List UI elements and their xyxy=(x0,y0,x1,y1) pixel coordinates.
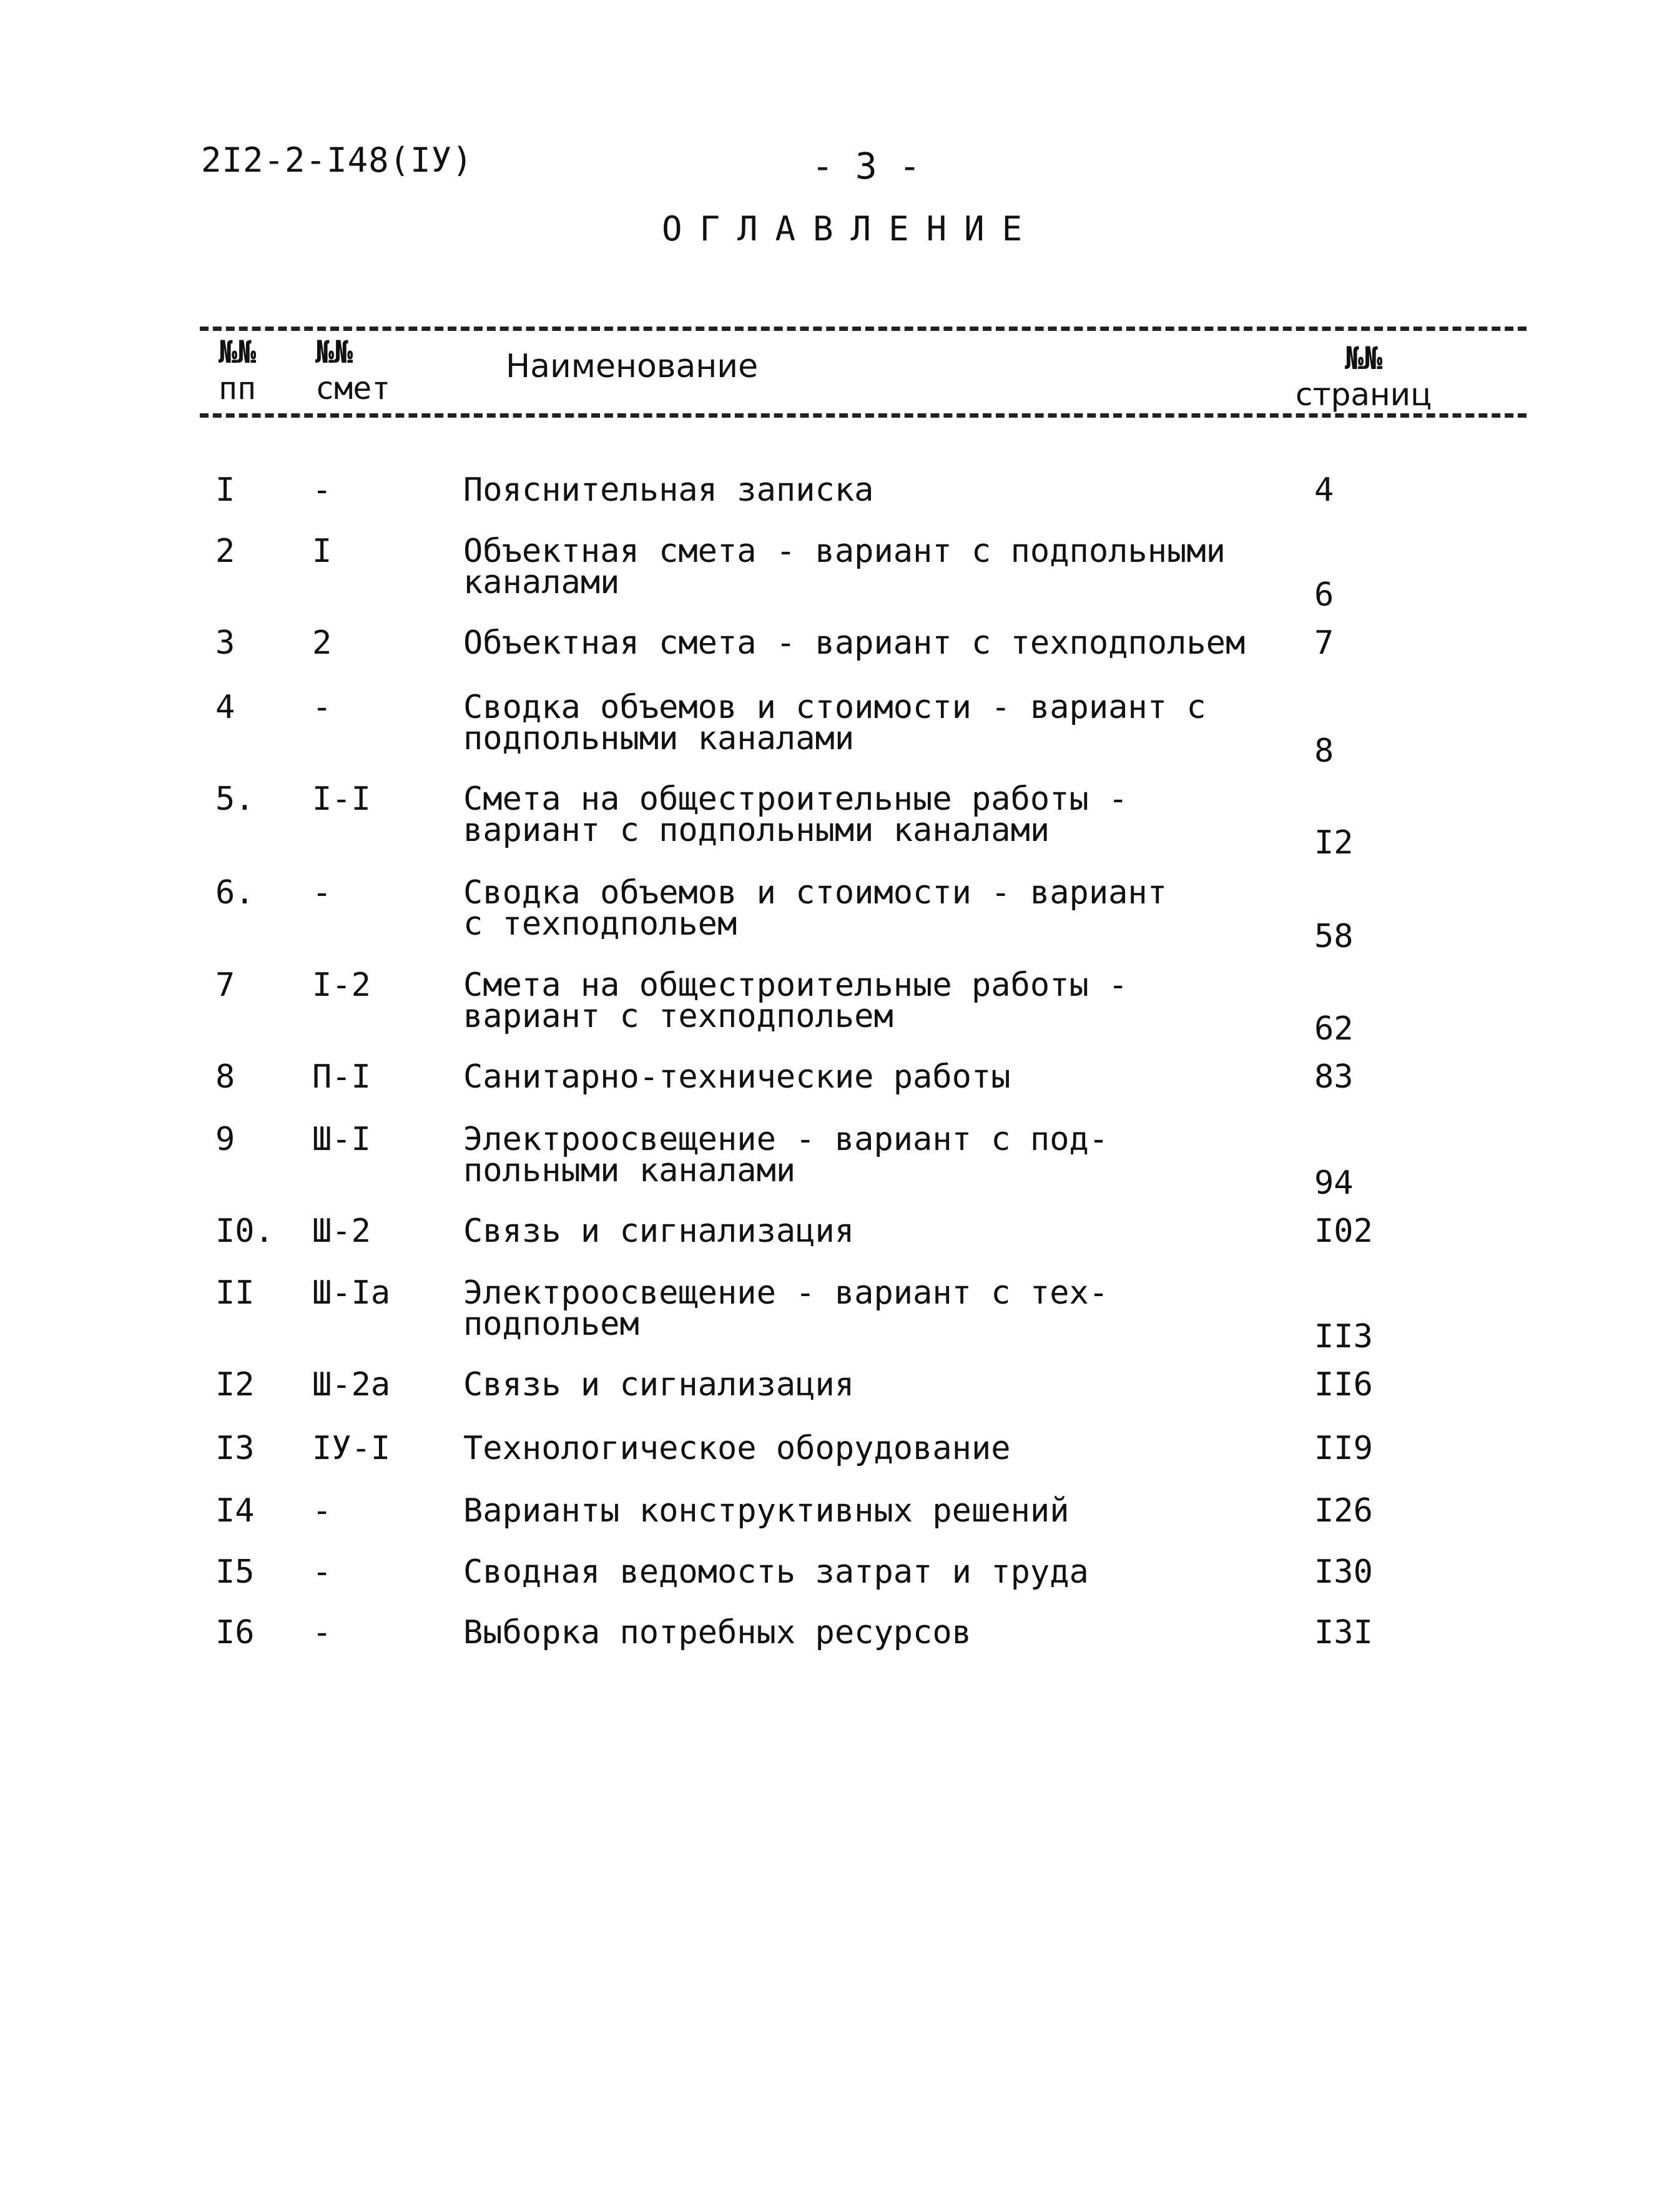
row-number: I3 xyxy=(215,1430,255,1467)
column-header-name: Наименование xyxy=(506,348,759,385)
row-number: 8 xyxy=(215,1058,235,1096)
header-rule-bottom xyxy=(200,413,1527,418)
row-number: I0. xyxy=(215,1212,274,1250)
row-title-line: подпольными каналами xyxy=(463,720,855,757)
row-number: 6. xyxy=(215,874,255,912)
row-title-line: польными каналами xyxy=(463,1152,796,1189)
row-title xyxy=(463,624,1275,662)
estimate-number: - xyxy=(312,1614,332,1651)
document-code: 2I2-2-I48(IУ) xyxy=(201,140,473,180)
row-title-line: Сводная ведомость затрат и труда xyxy=(463,1553,1089,1591)
row-title-line: Сводка объемов и стоимости - вариант с xyxy=(463,689,1206,726)
row-title xyxy=(463,689,1275,757)
estimate-number: I xyxy=(312,533,332,570)
row-number: I2 xyxy=(215,1366,255,1403)
row-title-line: Объектная смета - вариант с подпольными xyxy=(463,533,1226,570)
row-title-line: Электроосвещение - вариант с под- xyxy=(463,1121,1109,1158)
row-title xyxy=(463,1492,1275,1530)
row-number: I4 xyxy=(215,1492,255,1530)
row-number: 3 xyxy=(215,624,235,662)
page-title: ОГЛАВЛЕНИЕ xyxy=(662,209,1040,248)
row-page: II9 xyxy=(1314,1430,1373,1467)
estimate-number: IУ-I xyxy=(312,1430,391,1467)
row-title-line: Сводка объемов и стоимости - вариант xyxy=(463,874,1168,912)
row-title-line: Смета на общестроительные работы - xyxy=(463,966,1128,1004)
row-page: II3 xyxy=(1314,1318,1373,1355)
row-title-line: Выборка потребных ресурсов xyxy=(463,1614,971,1651)
row-page: I26 xyxy=(1314,1492,1373,1530)
row-title xyxy=(463,471,1275,509)
estimate-number: Ш-2а xyxy=(312,1366,391,1403)
estimate-number: Ш-2 xyxy=(312,1212,371,1250)
column-header-smet-label: смет xyxy=(315,370,391,406)
column-header-pages-sign: №№ xyxy=(1345,340,1383,376)
row-title xyxy=(463,1553,1275,1591)
column-header-smet xyxy=(315,334,390,406)
row-number: 2 xyxy=(215,533,235,570)
row-title xyxy=(463,780,1275,849)
row-title xyxy=(463,1274,1275,1343)
row-title xyxy=(463,1121,1275,1189)
row-page: 58 xyxy=(1314,918,1354,955)
row-page: 62 xyxy=(1314,1010,1354,1048)
row-title-line: с техподпольем xyxy=(463,905,737,943)
row-title-line: Объектная смета - вариант с техподпольем xyxy=(463,624,1246,662)
row-title-line: каналами xyxy=(463,564,620,601)
row-title xyxy=(463,1430,1275,1467)
row-page: 83 xyxy=(1314,1058,1354,1096)
row-title xyxy=(463,1366,1275,1403)
row-page: I30 xyxy=(1314,1553,1373,1591)
row-title xyxy=(463,1058,1275,1096)
estimate-number: I-2 xyxy=(312,966,371,1004)
row-number: 4 xyxy=(215,689,235,726)
row-title-line: Санитарно-технические работы xyxy=(463,1058,1011,1096)
row-title-line: Связь и сигнализация xyxy=(463,1366,855,1403)
column-header-pages-label: страниц xyxy=(1296,376,1432,413)
estimate-number: Ш-Iа xyxy=(312,1274,391,1312)
row-title-line: Связь и сигнализация xyxy=(463,1212,855,1250)
estimate-number: - xyxy=(312,689,332,726)
estimate-number: П-I xyxy=(312,1058,371,1096)
row-page: 6 xyxy=(1314,576,1334,614)
row-page: I02 xyxy=(1314,1212,1373,1250)
column-header-smet-sign: №№ xyxy=(315,334,353,370)
row-title xyxy=(463,533,1275,601)
row-number: 7 xyxy=(215,966,235,1004)
row-title-line: Пояснительная записка xyxy=(463,471,874,509)
row-title xyxy=(463,874,1275,943)
row-page: II6 xyxy=(1314,1366,1373,1403)
row-number: I6 xyxy=(215,1614,255,1651)
estimate-number: - xyxy=(312,471,332,509)
row-title-line: Электроосвещение - вариант с тех- xyxy=(463,1274,1109,1312)
row-title-line: Технологическое оборудование xyxy=(463,1430,1011,1467)
column-header-pp-sign: №№ xyxy=(219,334,257,370)
estimate-number: - xyxy=(312,874,332,912)
row-title-line: вариант с техподпольем xyxy=(463,998,893,1035)
estimate-number: - xyxy=(312,1553,332,1591)
row-number: 9 xyxy=(215,1121,235,1158)
row-page: I2 xyxy=(1314,824,1354,862)
row-title xyxy=(463,1212,1275,1250)
row-number: 5. xyxy=(215,780,255,818)
row-title xyxy=(463,1614,1275,1651)
estimate-number: Ш-I xyxy=(312,1121,371,1158)
row-page: 7 xyxy=(1314,624,1334,662)
column-header-pages xyxy=(1296,340,1432,413)
column-header-pp-label: пп xyxy=(219,370,257,406)
row-page: I3I xyxy=(1314,1614,1373,1651)
row-number: I5 xyxy=(215,1553,255,1591)
row-page: 4 xyxy=(1314,471,1334,509)
row-title-line: вариант с подпольными каналами xyxy=(463,812,1050,849)
header-rule-top xyxy=(200,327,1527,331)
row-title-line: Варианты конструктивных решений xyxy=(463,1492,1069,1530)
estimate-number: 2 xyxy=(312,624,332,662)
estimate-number: I-I xyxy=(312,780,371,818)
column-header-pp xyxy=(219,334,256,406)
row-title-line: Смета на общестроительные работы - xyxy=(463,780,1128,818)
row-page: 8 xyxy=(1314,732,1334,770)
row-page: 94 xyxy=(1314,1164,1354,1202)
row-number: II xyxy=(215,1274,255,1312)
estimate-number: - xyxy=(312,1492,332,1530)
row-title-line: подпольем xyxy=(463,1305,639,1343)
row-title xyxy=(463,966,1275,1035)
page-number: - 3 - xyxy=(812,145,921,187)
row-number: I xyxy=(215,471,235,509)
